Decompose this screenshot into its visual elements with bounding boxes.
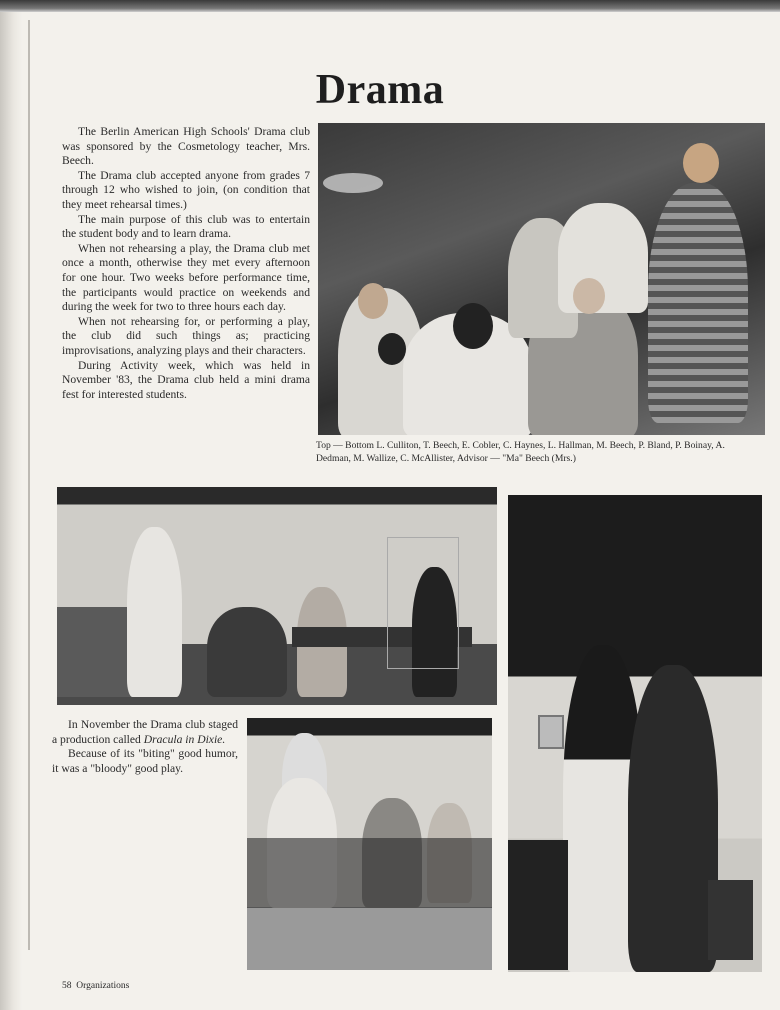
paragraph: The Berlin American High Schools' Drama club was sponsored by the Cosmetology teacher, Mrs. Beech.: [62, 125, 310, 168]
stage-photo-dracula-embrace: [508, 495, 762, 972]
paragraph: The Drama club accepted anyone from grades 7 through 12 who wished to join, (on condition that they meet rehearsal times.): [62, 168, 310, 211]
section-name: Organizations: [76, 981, 130, 991]
page-number: 58: [62, 981, 72, 991]
article-body: [62, 125, 310, 402]
paragraph: The main purpose of this club was to entertain the student body and to learn drama.: [62, 212, 310, 241]
paragraph: When not rehearsing for, or performing a play, the club did such things as; practicing improvisations, analyzing plays and their characters.: [62, 314, 310, 357]
paragraph: [52, 718, 238, 747]
play-title: Dracula in Dixie.: [143, 732, 226, 746]
paragraph-text: In November the Drama club staged a production called: [52, 718, 238, 746]
group-photo-drama-club: [318, 123, 765, 435]
stage-photo-dracula-dinner: [247, 718, 492, 970]
photo-caption: Top — Bottom L. Culliton, T. Beech, E. Cobler, C. Haynes, L. Hallman, M. Beech, P. Bland, P. Boinay, A. Dedman, M. Wallize, C. McAllister, Advisor — "Ma" Beech (Mrs.): [316, 440, 725, 464]
page-top-edge: [0, 0, 780, 12]
paragraph: Because of its "biting" good humor, it was a "bloody" good play.: [52, 747, 238, 775]
margin-rule: [28, 20, 30, 950]
production-blurb: [52, 718, 238, 776]
page-title: Drama: [315, 67, 445, 113]
paragraph: When not rehearsing a play, the Drama club met once a month, otherwise they met every afternoon for one hour. Two weeks before performance time, the participants would practice on weekends and during the week for two to three hours each day.: [62, 241, 310, 314]
page-footer: [62, 981, 129, 991]
paragraph: During Activity week, which was held in November '83, the Drama club held a mini drama fest for interested students.: [62, 358, 310, 401]
book-spine-shadow: [0, 12, 22, 1010]
stage-photo-dracula-scene: [57, 487, 497, 705]
